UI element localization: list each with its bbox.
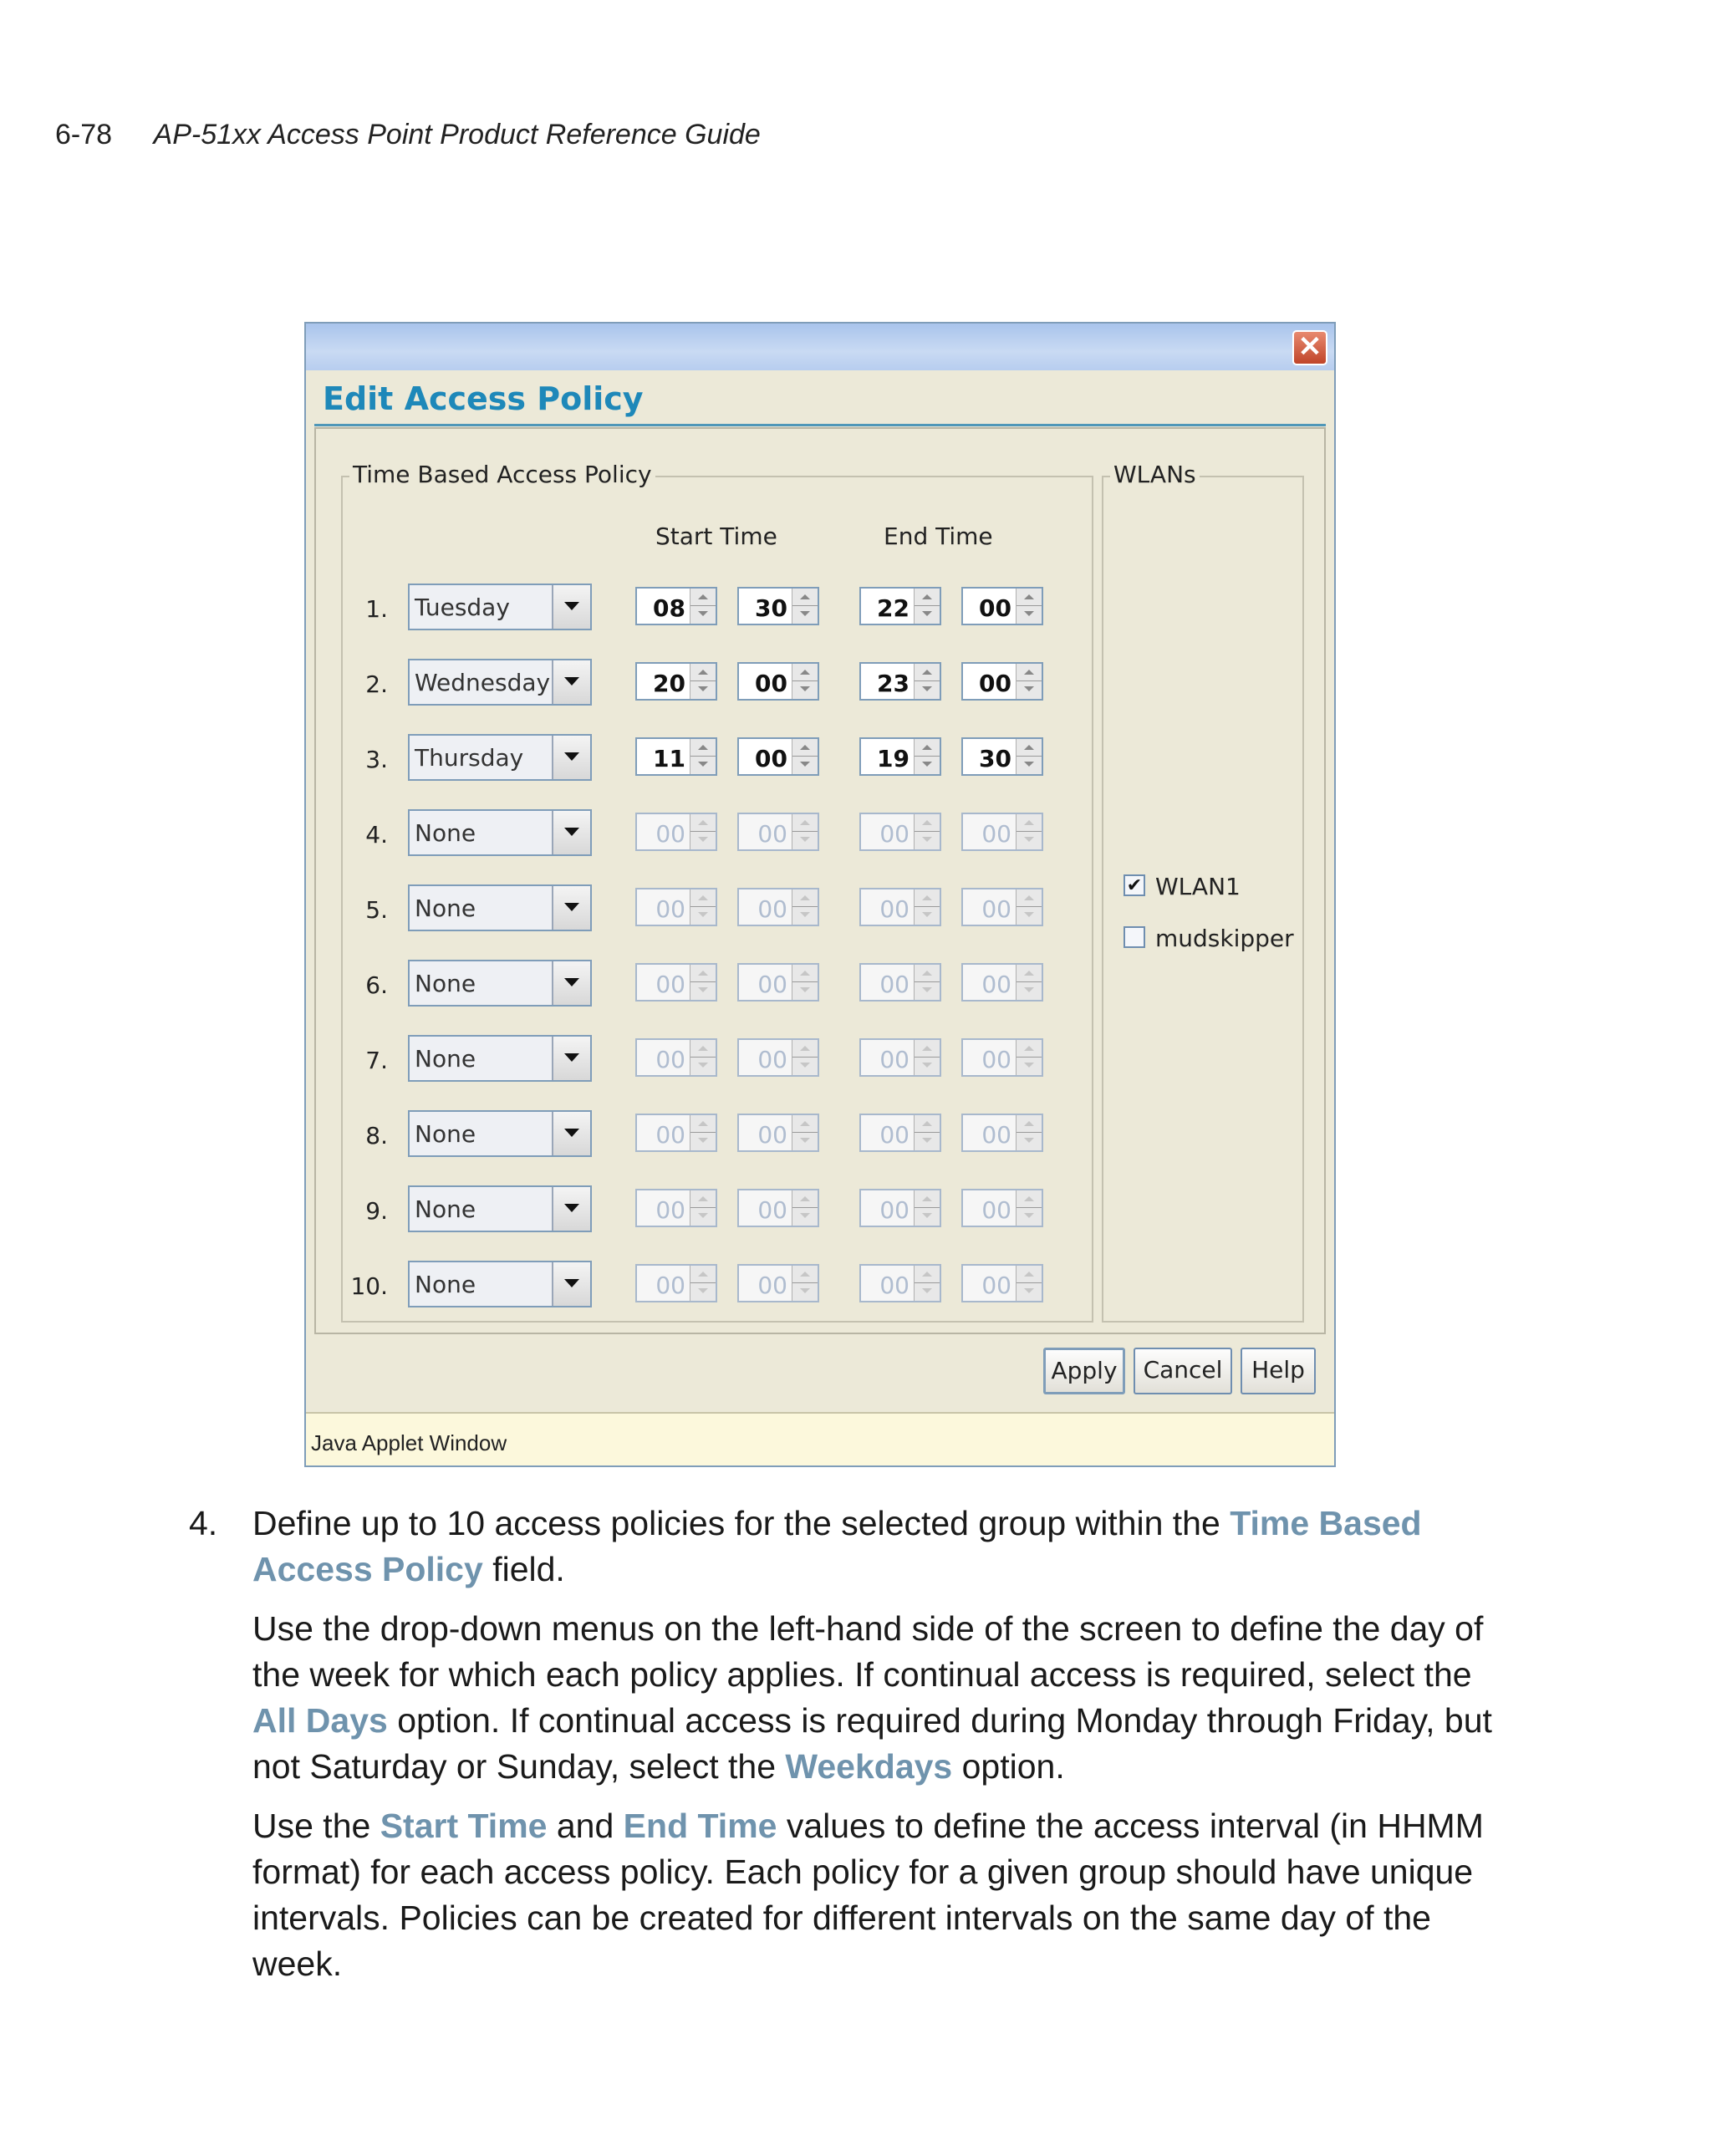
start-minute-spinner[interactable] [737, 888, 819, 926]
keyword-start-time: Start Time [380, 1807, 548, 1845]
day-dropdown[interactable] [408, 734, 592, 781]
spin-down-icon[interactable] [922, 1063, 932, 1068]
row-number: 8. [365, 1122, 388, 1149]
button-bar [306, 1348, 1334, 1402]
text-run: and [547, 1807, 624, 1845]
wlan-label: mudskipper [1155, 925, 1294, 952]
spinner-value: 00 [981, 971, 1011, 998]
start-time-header: Start Time [655, 522, 777, 550]
wlan-label: WLAN1 [1155, 873, 1241, 900]
spinner-buttons[interactable] [914, 1266, 940, 1301]
spinner-buttons[interactable] [914, 589, 940, 624]
spinner-value: 30 [979, 745, 1011, 772]
spin-up-icon[interactable] [698, 670, 708, 675]
spinner-buttons[interactable] [792, 814, 818, 849]
page-header [55, 119, 761, 151]
row-number: 5. [365, 896, 388, 924]
spinner-buttons[interactable] [1016, 589, 1042, 624]
start-hour-spinner[interactable] [635, 587, 717, 625]
spin-up-icon[interactable] [922, 971, 932, 976]
dropdown-arrow-icon[interactable] [552, 1187, 590, 1231]
spin-up-icon[interactable] [698, 1121, 708, 1126]
start-minute-spinner[interactable] [737, 1189, 819, 1227]
spin-up-icon[interactable] [922, 1196, 932, 1201]
policy-row [343, 960, 1095, 1010]
end-minute-spinner[interactable] [961, 737, 1043, 776]
end-hour-spinner[interactable] [859, 963, 941, 1002]
spinner-buttons[interactable] [792, 889, 818, 925]
heading-divider [314, 424, 1326, 426]
spinner-buttons[interactable] [792, 589, 818, 624]
dialog-title: Edit Access Policy [323, 380, 644, 417]
wlans-legend: WLANs [1110, 461, 1200, 488]
day-value: Tuesday [415, 594, 510, 621]
spinner-value: 20 [653, 670, 685, 697]
spinner-buttons[interactable] [792, 1266, 818, 1301]
spin-up-icon[interactable] [1024, 820, 1034, 825]
spinner-value: 22 [877, 594, 910, 622]
start-hour-spinner[interactable] [635, 963, 717, 1002]
start-hour-spinner[interactable] [635, 1189, 717, 1227]
row-number: 2. [365, 670, 388, 698]
spin-up-icon[interactable] [922, 594, 932, 599]
spin-down-icon[interactable] [800, 611, 810, 616]
spinner-value: 19 [877, 745, 910, 772]
spinner-buttons[interactable] [690, 1115, 716, 1150]
spin-down-icon[interactable] [1024, 837, 1034, 842]
spinner-buttons[interactable] [792, 664, 818, 699]
spin-down-icon[interactable] [922, 686, 932, 691]
spin-up-icon[interactable] [922, 1272, 932, 1277]
spin-up-icon[interactable] [1024, 895, 1034, 900]
start-minute-spinner[interactable] [737, 813, 819, 851]
spinner-value: 00 [755, 670, 787, 697]
day-value: None [415, 1120, 476, 1148]
spin-down-icon[interactable] [1024, 686, 1034, 691]
day-dropdown[interactable] [408, 1261, 592, 1307]
spin-up-icon[interactable] [1024, 1046, 1034, 1051]
checkbox[interactable] [1124, 874, 1145, 896]
end-minute-spinner[interactable] [961, 1264, 1043, 1302]
row-number: 9. [365, 1197, 388, 1225]
spinner-buttons[interactable] [914, 1190, 940, 1226]
spinner-value: 00 [979, 670, 1011, 697]
spinner-buttons[interactable] [914, 739, 940, 774]
spin-up-icon[interactable] [800, 745, 810, 750]
dialog-content [314, 427, 1326, 1334]
spinner-value: 00 [757, 971, 787, 998]
end-minute-spinner[interactable] [961, 1038, 1043, 1077]
day-value: None [415, 1045, 476, 1073]
day-dropdown[interactable] [408, 960, 592, 1007]
start-hour-spinner[interactable] [635, 1114, 717, 1152]
spinner-value: 00 [879, 1046, 910, 1073]
day-dropdown[interactable] [408, 884, 592, 931]
spin-down-icon[interactable] [698, 611, 708, 616]
dropdown-arrow-icon[interactable] [552, 585, 590, 629]
keyword-weekdays: Weekdays [785, 1747, 953, 1786]
spin-up-icon[interactable] [698, 895, 708, 900]
spinner-value: 00 [755, 745, 787, 772]
dropdown-arrow-icon[interactable] [552, 961, 590, 1005]
text-run: Use the [252, 1807, 380, 1845]
step-paragraph-2 [252, 1606, 1523, 1790]
spinner-buttons[interactable] [1016, 889, 1042, 925]
row-number: 1. [365, 595, 388, 623]
day-dropdown[interactable] [408, 1110, 592, 1157]
spinner-buttons[interactable] [1016, 739, 1042, 774]
spin-up-icon[interactable] [922, 820, 932, 825]
spinner-buttons[interactable] [690, 739, 716, 774]
spinner-buttons[interactable] [792, 739, 818, 774]
spin-down-icon[interactable] [698, 1063, 708, 1068]
spin-down-icon[interactable] [698, 912, 708, 917]
end-time-header: End Time [884, 522, 993, 550]
spin-down-icon[interactable] [922, 611, 932, 616]
text-run: Define up to 10 access policies for the selected group within the [252, 1504, 1230, 1542]
spin-up-icon[interactable] [698, 820, 708, 825]
end-hour-spinner[interactable] [859, 1038, 941, 1077]
status-bar-text: Java Applet Window [311, 1430, 507, 1455]
spin-down-icon[interactable] [922, 762, 932, 767]
spinner-value: 08 [653, 594, 685, 622]
spinner-buttons[interactable] [792, 1115, 818, 1150]
spin-up-icon[interactable] [698, 1272, 708, 1277]
spin-up-icon[interactable] [698, 594, 708, 599]
spin-up-icon[interactable] [922, 895, 932, 900]
spinner-buttons[interactable] [914, 1040, 940, 1075]
end-minute-spinner[interactable] [961, 1114, 1043, 1152]
spin-down-icon[interactable] [800, 837, 810, 842]
dropdown-arrow-icon[interactable] [552, 736, 590, 779]
start-hour-spinner[interactable] [635, 1038, 717, 1077]
day-value: None [415, 819, 476, 847]
day-value: None [415, 1271, 476, 1298]
spinner-value: 00 [879, 1272, 910, 1299]
day-dropdown[interactable] [408, 1185, 592, 1232]
spin-down-icon[interactable] [698, 1288, 708, 1293]
start-minute-spinner[interactable] [737, 1264, 819, 1302]
spinner-value: 00 [655, 895, 685, 923]
spinner-value: 00 [757, 1272, 787, 1299]
dialog-heading [306, 370, 1334, 427]
spinner-value: 00 [757, 1121, 787, 1149]
page-number: 6-78 [55, 119, 113, 150]
end-hour-spinner[interactable] [859, 1264, 941, 1302]
spin-up-icon[interactable] [1024, 971, 1034, 976]
policy-row [343, 1261, 1095, 1311]
policy-row [343, 734, 1095, 784]
text-run: Use the drop-down menus on the left-hand side of the screen to define the day of the week for which each policy applies. If continual access is required, select the [252, 1609, 1484, 1694]
spin-up-icon[interactable] [922, 1121, 932, 1126]
spin-down-icon[interactable] [1024, 1288, 1034, 1293]
spinner-value: 00 [981, 1272, 1011, 1299]
row-number: 4. [365, 821, 388, 849]
spinner-value: 30 [755, 594, 787, 622]
spinner-value: 00 [757, 895, 787, 923]
day-value: Wednesday [415, 669, 551, 696]
step-number: 4. [189, 1504, 218, 1542]
spinner-value: 00 [655, 1121, 685, 1149]
spin-down-icon[interactable] [698, 1138, 708, 1143]
spin-up-icon[interactable] [800, 1046, 810, 1051]
spinner-value: 00 [879, 1121, 910, 1149]
spin-up-icon[interactable] [1024, 1196, 1034, 1201]
end-minute-spinner[interactable] [961, 888, 1043, 926]
spinner-buttons[interactable] [914, 1115, 940, 1150]
spin-down-icon[interactable] [922, 1288, 932, 1293]
text-run: option. [952, 1747, 1065, 1786]
spin-down-icon[interactable] [922, 912, 932, 917]
end-hour-spinner[interactable] [859, 813, 941, 851]
spin-down-icon[interactable] [800, 686, 810, 691]
spinner-buttons[interactable] [914, 965, 940, 1000]
spin-down-icon[interactable] [1024, 912, 1034, 917]
policy-row [343, 809, 1095, 859]
time-based-access-policy-legend: Time Based Access Policy [349, 461, 655, 488]
day-dropdown[interactable] [408, 584, 592, 630]
text-run: field. [482, 1550, 565, 1588]
policy-row [343, 659, 1095, 709]
policy-row [343, 1185, 1095, 1236]
spin-up-icon[interactable] [800, 820, 810, 825]
start-minute-spinner[interactable] [737, 587, 819, 625]
end-minute-spinner[interactable] [961, 662, 1043, 701]
spin-up-icon[interactable] [800, 971, 810, 976]
checkbox[interactable] [1124, 926, 1145, 948]
day-dropdown[interactable] [408, 659, 592, 706]
spinner-buttons[interactable] [690, 889, 716, 925]
spinner-buttons[interactable] [792, 1040, 818, 1075]
dropdown-arrow-icon[interactable] [552, 811, 590, 854]
close-icon: ✕ [1297, 331, 1322, 363]
spin-down-icon[interactable] [800, 1213, 810, 1218]
status-bar [306, 1412, 1334, 1465]
end-hour-spinner[interactable] [859, 662, 941, 701]
end-minute-spinner[interactable] [961, 587, 1043, 625]
spin-down-icon[interactable] [1024, 1213, 1034, 1218]
policy-row [343, 584, 1095, 634]
spin-down-icon[interactable] [800, 912, 810, 917]
spin-up-icon[interactable] [1024, 745, 1034, 750]
start-hour-spinner[interactable] [635, 813, 717, 851]
dropdown-arrow-icon[interactable] [552, 1112, 590, 1155]
spin-down-icon[interactable] [922, 1213, 932, 1218]
day-value: Thursday [415, 744, 524, 772]
spin-up-icon[interactable] [800, 1272, 810, 1277]
cancel-button[interactable]: Cancel [1134, 1348, 1232, 1394]
end-hour-spinner[interactable] [859, 587, 941, 625]
spinner-value: 00 [979, 594, 1011, 622]
spinner-value: 00 [757, 1196, 787, 1224]
spin-up-icon[interactable] [698, 1196, 708, 1201]
end-minute-spinner[interactable] [961, 963, 1043, 1002]
dropdown-arrow-icon[interactable] [552, 660, 590, 704]
spin-down-icon[interactable] [698, 987, 708, 992]
dropdown-arrow-icon[interactable] [552, 1037, 590, 1080]
day-dropdown[interactable] [408, 809, 592, 856]
start-minute-spinner[interactable] [737, 963, 819, 1002]
spinner-buttons[interactable] [914, 889, 940, 925]
spinner-buttons[interactable] [690, 589, 716, 624]
spin-up-icon[interactable] [922, 1046, 932, 1051]
close-button[interactable] [1292, 330, 1327, 365]
spinner-buttons[interactable] [690, 965, 716, 1000]
spin-up-icon[interactable] [922, 745, 932, 750]
spin-up-icon[interactable] [800, 895, 810, 900]
spinner-value: 00 [981, 1046, 1011, 1073]
time-based-access-policy-group [341, 461, 1093, 1323]
row-number: 10. [350, 1272, 388, 1300]
spinner-value: 00 [757, 1046, 787, 1073]
start-hour-spinner[interactable] [635, 888, 717, 926]
end-hour-spinner[interactable] [859, 888, 941, 926]
checkmark-icon: ✔ [1126, 874, 1143, 895]
spin-down-icon[interactable] [1024, 987, 1034, 992]
spin-up-icon[interactable] [1024, 1121, 1034, 1126]
end-hour-spinner[interactable] [859, 1114, 941, 1152]
spin-up-icon[interactable] [698, 971, 708, 976]
guide-title: AP-51xx Access Point Product Reference Guide [153, 119, 761, 150]
end-hour-spinner[interactable] [859, 737, 941, 776]
start-hour-spinner[interactable] [635, 662, 717, 701]
step-paragraph-3 [252, 1803, 1523, 1987]
end-hour-spinner[interactable] [859, 1189, 941, 1227]
policy-row [343, 1035, 1095, 1085]
spin-down-icon[interactable] [800, 1138, 810, 1143]
spin-down-icon[interactable] [698, 686, 708, 691]
spin-down-icon[interactable] [698, 762, 708, 767]
spin-down-icon[interactable] [922, 837, 932, 842]
spinner-value: 00 [981, 1196, 1011, 1224]
spin-up-icon[interactable] [1024, 670, 1034, 675]
spin-up-icon[interactable] [1024, 1272, 1034, 1277]
row-number: 3. [365, 746, 388, 773]
dropdown-arrow-icon[interactable] [552, 886, 590, 930]
spinner-buttons[interactable] [1016, 814, 1042, 849]
spin-down-icon[interactable] [698, 837, 708, 842]
spinner-buttons[interactable] [1016, 1190, 1042, 1226]
spin-down-icon[interactable] [800, 1288, 810, 1293]
spinner-buttons[interactable] [1016, 664, 1042, 699]
spinner-value: 00 [655, 971, 685, 998]
spin-down-icon[interactable] [1024, 611, 1034, 616]
keyword-time-based-access-policy: Time Based Access Policy [252, 1504, 1422, 1588]
spin-down-icon[interactable] [922, 1138, 932, 1143]
spinner-buttons[interactable] [1016, 1040, 1042, 1075]
spinner-value: 00 [655, 1196, 685, 1224]
spinner-buttons[interactable] [690, 664, 716, 699]
spin-up-icon[interactable] [800, 670, 810, 675]
spinner-value: 00 [879, 895, 910, 923]
spinner-buttons[interactable] [914, 664, 940, 699]
spin-up-icon[interactable] [698, 745, 708, 750]
start-minute-spinner[interactable] [737, 1114, 819, 1152]
day-value: None [415, 895, 476, 922]
policy-row [343, 1110, 1095, 1160]
spinner-buttons[interactable] [690, 1190, 716, 1226]
spin-down-icon[interactable] [698, 1213, 708, 1218]
spin-down-icon[interactable] [922, 987, 932, 992]
policy-row [343, 884, 1095, 935]
help-button[interactable]: Help [1241, 1348, 1316, 1394]
edit-access-policy-dialog [304, 322, 1336, 1467]
spinner-buttons[interactable] [1016, 1115, 1042, 1150]
end-minute-spinner[interactable] [961, 1189, 1043, 1227]
spinner-value: 00 [655, 820, 685, 848]
row-number: 6. [365, 971, 388, 999]
keyword-end-time: End Time [623, 1807, 777, 1845]
spinner-buttons[interactable] [792, 965, 818, 1000]
start-minute-spinner[interactable] [737, 737, 819, 776]
day-dropdown[interactable] [408, 1035, 592, 1082]
spinner-value: 00 [879, 820, 910, 848]
spin-down-icon[interactable] [1024, 1063, 1034, 1068]
spin-up-icon[interactable] [800, 594, 810, 599]
step-paragraph-1 [252, 1501, 1523, 1593]
row-number: 7. [365, 1047, 388, 1074]
spinner-value: 00 [879, 971, 910, 998]
spinner-buttons[interactable] [690, 1040, 716, 1075]
spin-down-icon[interactable] [800, 987, 810, 992]
spinner-value: 00 [655, 1272, 685, 1299]
spin-up-icon[interactable] [800, 1121, 810, 1126]
start-minute-spinner[interactable] [737, 1038, 819, 1077]
text-run: option. If continual access is required during Monday through Friday, but not Saturday or Sunday, select the [252, 1701, 1492, 1786]
start-minute-spinner[interactable] [737, 662, 819, 701]
start-hour-spinner[interactable] [635, 1264, 717, 1302]
spinner-value: 23 [877, 670, 910, 697]
spinner-value: 00 [757, 820, 787, 848]
end-minute-spinner[interactable] [961, 813, 1043, 851]
spin-up-icon[interactable] [698, 1046, 708, 1051]
dropdown-arrow-icon[interactable] [552, 1262, 590, 1306]
spinner-value: 00 [879, 1196, 910, 1224]
spin-down-icon[interactable] [1024, 762, 1034, 767]
spinner-value: 00 [655, 1046, 685, 1073]
spin-up-icon[interactable] [1024, 594, 1034, 599]
spin-down-icon[interactable] [800, 762, 810, 767]
apply-button[interactable]: Apply [1043, 1348, 1125, 1394]
spin-up-icon[interactable] [800, 1196, 810, 1201]
spinner-buttons[interactable] [792, 1190, 818, 1226]
spinner-value: 00 [981, 1121, 1011, 1149]
spin-up-icon[interactable] [922, 670, 932, 675]
text-run: values to define the access interval (in HHMM format) for each access policy. Each policy for a given group should have unique intervals. Policies can be created for different intervals on the same day of the week. [252, 1807, 1484, 1983]
wlans-group [1102, 461, 1304, 1323]
dialog-titlebar [306, 324, 1334, 370]
spinner-value: 11 [653, 745, 685, 772]
start-hour-spinner[interactable] [635, 737, 717, 776]
spin-down-icon[interactable] [800, 1063, 810, 1068]
spin-down-icon[interactable] [1024, 1138, 1034, 1143]
spinner-value: 00 [981, 895, 1011, 923]
spinner-value: 00 [981, 820, 1011, 848]
spinner-buttons[interactable] [914, 814, 940, 849]
day-value: None [415, 970, 476, 997]
keyword-all-days: All Days [252, 1701, 388, 1740]
spinner-buttons[interactable] [690, 814, 716, 849]
day-value: None [415, 1195, 476, 1223]
spinner-buttons[interactable] [1016, 965, 1042, 1000]
spinner-buttons[interactable] [1016, 1266, 1042, 1301]
spinner-buttons[interactable] [690, 1266, 716, 1301]
